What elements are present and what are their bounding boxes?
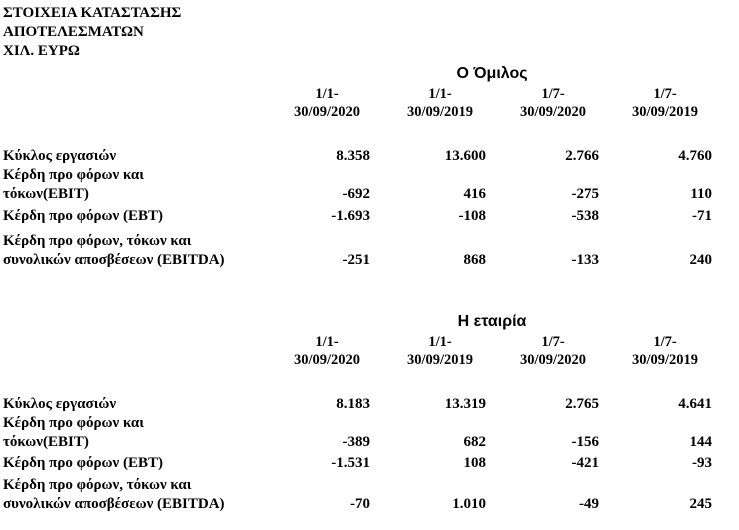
value-cell: 110 [690, 186, 712, 202]
row-label: Κέρδη προ φόρων (EBT) [3, 455, 163, 471]
value-cell: 240 [689, 252, 712, 268]
value-cell: -692 [342, 186, 370, 202]
column-header-1: 1/1- 30/09/2020 [293, 86, 361, 120]
row-label: Κύκλος εργασιών [3, 148, 117, 164]
value-cell: 144 [689, 434, 712, 450]
value-cell: 108 [463, 455, 486, 471]
value-cell: 4.760 [678, 148, 712, 164]
column-header-4: 1/7- 30/09/2019 [631, 86, 699, 120]
value-cell: 13.600 [444, 148, 486, 164]
statement-title [3, 4, 181, 61]
column-header-1: 1/1- 30/09/2020 [293, 334, 361, 368]
column-header-2: 1/1- 30/09/2019 [406, 86, 474, 120]
value-cell: -538 [571, 208, 599, 224]
value-cell: -70 [350, 496, 370, 512]
title-unit-line: ΧΙΛ. ΕΥΡΩ [3, 43, 80, 59]
value-cell: -71 [692, 208, 712, 224]
row-label: Κέρδη προ φόρων και τόκων(EBIT) [3, 415, 144, 450]
value-cell: -93 [692, 455, 712, 471]
value-cell: -421 [571, 455, 599, 471]
value-cell: 8.358 [336, 148, 370, 164]
row-label: Κέρδη προ φόρων και τόκων(EBIT) [3, 167, 144, 202]
value-cell: -251 [342, 252, 370, 268]
row-label: Κέρδη προ φόρων, τόκων και συνολικών αποσβέσεων (EBITDA) [3, 477, 225, 512]
column-header-3: 1/7- 30/09/2020 [519, 86, 587, 120]
section-heading-group: Ο Όμιλος [456, 65, 528, 82]
value-cell: 8.183 [336, 396, 370, 412]
value-cell: 2.765 [565, 396, 599, 412]
column-header-2: 1/1- 30/09/2019 [406, 334, 474, 368]
value-cell: 1.010 [452, 496, 486, 512]
value-cell: -275 [571, 186, 599, 202]
value-cell: 416 [463, 186, 486, 202]
value-cell: 4.641 [678, 396, 712, 412]
value-cell: -133 [571, 252, 599, 268]
row-label: Κύκλος εργασιών [3, 396, 117, 412]
value-cell: 245 [689, 496, 712, 512]
value-cell: -1.531 [331, 455, 370, 471]
value-cell: -108 [458, 208, 486, 224]
title-line-1: ΣΤΟΙΧΕΙΑ ΚΑΤΑΣΤΑΣΗΣ [3, 5, 182, 21]
value-cell: -389 [342, 434, 370, 450]
column-header-4: 1/7- 30/09/2019 [631, 334, 699, 368]
value-cell: 13.319 [444, 396, 486, 412]
value-cell: 2.766 [565, 148, 599, 164]
section-heading-company: Η εταιρία [457, 313, 527, 330]
row-label: Κέρδη προ φόρων (EBT) [3, 208, 163, 224]
value-cell: 868 [463, 252, 486, 268]
value-cell: -1.693 [331, 208, 370, 224]
column-header-3: 1/7- 30/09/2020 [519, 334, 587, 368]
row-label: Κέρδη προ φόρων, τόκων και συνολικών αποσβέσεων (EBITDA) [3, 233, 225, 268]
value-cell: 682 [463, 434, 486, 450]
title-line-2: ΑΠΟΤΕΛΕΣΜΑΤΩΝ [3, 24, 144, 40]
value-cell: -156 [571, 434, 599, 450]
value-cell: -49 [579, 496, 599, 512]
